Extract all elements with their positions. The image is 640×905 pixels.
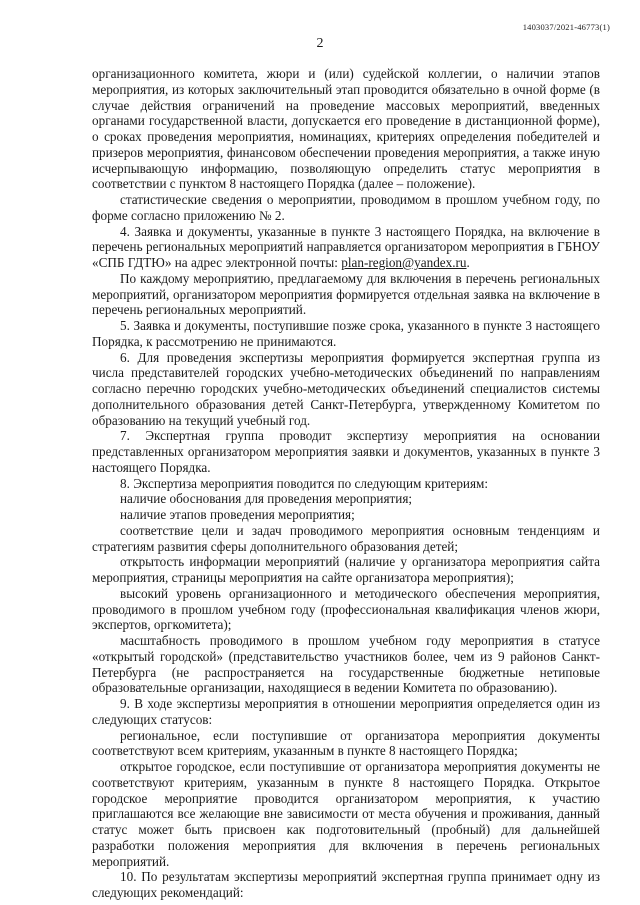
paragraph-item-9: 9. В ходе экспертизы мероприятия в отношении мероприятия определяется один из следующих статусов: bbox=[92, 696, 600, 727]
paragraph-item-7: 7. Экспертная группа проводит экспертизу мероприятия на основании представленных организатором мероприятия заявки и документов, указанных в пункте 3 настоящего Порядка. bbox=[92, 428, 600, 475]
criterion-information-openness: открытость информации мероприятий (наличие у организатора мероприятия сайта мероприятия, страницы мероприятия на сайте организатора мероприятия); bbox=[92, 554, 600, 585]
criterion-goals-compliance: соответствие цели и задач проводимого мероприятия основным тенденциям и стратегиям развития сферы дополнительного образования детей; bbox=[92, 522, 600, 554]
paragraph-item-6: 6. Для проведения экспертизы мероприятия формируется экспертная группа из числа представителей городских учебно-методических объединений по направлениям согласно перечню городских учебно-методических объединений специалистов системы дополнительного образования детей Санкт-Петербурга, утвержденному Комитетом по образованию на текущий учебный год. bbox=[92, 349, 600, 428]
item-4-text: 4. Заявка и документы, указанные в пункте 3 настоящего Порядка, на включение в перечень региональных мероприятий направляется организатором мероприятия в ГБНОУ «СПБ ГДТЮ» на адрес электронной почты: bbox=[92, 223, 600, 270]
criterion-scale: масштабность проводимого в прошлом учебном году мероприятия в статусе «открытый городской» (представительство участников более, чем из 9 районов Санкт-Петербурга (не распространяется на государственные бюджетные нетиповые образовательные организации, находящиеся в ведении Комитета по образованию). bbox=[92, 633, 600, 696]
paragraph-statistics: статистические сведения о мероприятии, проводимом в прошлом учебном году, по форме согласно приложению № 2. bbox=[92, 192, 600, 223]
document-body bbox=[92, 66, 600, 901]
paragraph-item-5: 5. Заявка и документы, поступившие позже срока, указанного в пункте 3 настоящего Порядка, к рассмотрению не принимаются. bbox=[92, 318, 600, 349]
status-regional: региональное, если поступившие от организатора мероприятия документы соответствуют всем критериям, указанным в пункте 8 настоящего Порядка; bbox=[92, 727, 600, 759]
paragraph-organizing-committee-info: организационного комитета, жюри и (или) судейской коллегии, о наличии этапов мероприятия, из которых заключительный этап проводится обязательно в очной форме (в случае действия ограничений на проведение массовых мероприятий, введенных органами государственной власти, допускается его проведение в дистанционной форме), о сроках проведения мероприятия, номинациях, критериях определения победителей и призеров мероприятия, финансовом обеспечении проведения мероприятия, а также иную исчерпывающую информацию, позволяющую определить статус мероприятия в соответствии с пунктом 8 настоящего Порядка (далее – положение). bbox=[92, 66, 600, 192]
criterion-stages: наличие этапов проведения мероприятия; bbox=[120, 507, 355, 522]
paragraph-item-4 bbox=[92, 224, 600, 271]
criterion-justification: наличие обоснования для проведения мероприятия; bbox=[120, 491, 413, 507]
paragraph-separate-application: По каждому мероприятию, предлагаемому для включения в перечень региональных мероприятий, организатором мероприятия формируется отдельная заявка на включение в перечень региональных мероприятий. bbox=[92, 270, 600, 318]
document-registration-number: 1403037/2021-46773(1) bbox=[522, 22, 610, 32]
paragraph-item-10: 10. По результатам экспертизы мероприятий экспертная группа принимает одну из следующих рекомендаций: bbox=[92, 869, 600, 900]
page-number: 2 bbox=[316, 36, 324, 51]
criterion-methodological-support: высокий уровень организационного и методического обеспечения мероприятия, проводимого в прошлом учебном году (профессиональная квалификация членов жюри, экспертов, оргкомитета); bbox=[92, 585, 600, 633]
email-link[interactable]: plan-region@yandex.ru bbox=[341, 255, 467, 270]
item-4-suffix: . bbox=[466, 255, 470, 270]
status-open-city: открытое городское, если поступившие от организатора мероприятия документы не соответствуют критериям, указанным в пункте 8 настоящего Порядка. Открытое городское мероприятие проводится организатором мероприятия, к участию приглашаются все желающие вне зависимости от места обучения и проживания, данный статус может быть присвоен как подготовительный (пробный) для дальнейшей разработки положения мероприятия для включения в перечень региональных мероприятий. bbox=[92, 759, 600, 869]
paragraph-item-8: 8. Экспертиза мероприятия поводится по следующим критериям: bbox=[120, 475, 489, 491]
